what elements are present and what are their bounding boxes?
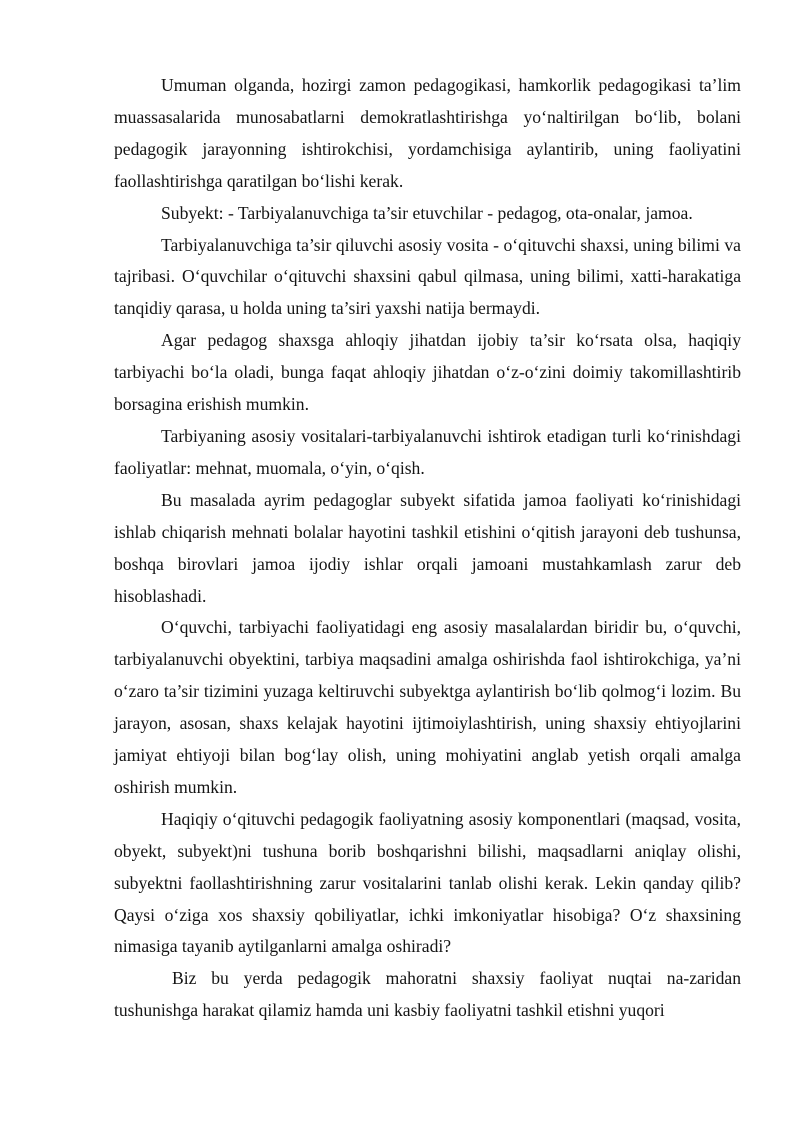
document-page — [114, 70, 741, 1027]
paragraph-9: Biz bu yerda pedagogik mahoratni shaxsiy faoliyat nuqtai na-zaridan tushunishga harakat qilamiz hamda uni kasbiy faoliyatni tashkil etishni yuqori — [114, 968, 741, 1021]
paragraph-8: Haqiqiy o‘qituvchi pedagogik faoliyatning asosiy komponentlari (maqsad, vosita, obyekt, subyekt)ni tushuna borib boshqarishni bilishi, maqsadlarni aniqlay olishi, subyektni faollashtirishning zarur vositalarini tanlab olishi kerak. Lekin qanday qilib? Qaysi o‘ziga xos shaxsiy qobiliyatlar, ichki imkoniyatlar hisobiga? O‘z shaxsining nimasiga tayanib aytilganlarni amalga oshiradi? — [114, 808, 741, 957]
paragraph-7: O‘quvchi, tarbiyachi faoliyatidagi eng asosiy masalalardan biridir bu, o‘quvchi, tarbiyalanuvchi obyektini, tarbiya maqsadini amalga oshirishda faol ishtirokchiga, ya’ni o‘zaro ta’sir tizimini yuzaga keltiruvchi subyektga aylantirish bo‘lib qolmog‘i lozim. Bu jarayon, asosan, shaxs kelajak hayotini ijtimoiylashtirish, uning shaxsiy ehtiyojlarini jamiyat ehtiyoji bilan bog‘lay olish, uning mohiyatini anglab yetish orqali amalga oshirish mumkin. — [114, 617, 741, 797]
paragraph-5: Tarbiyaning asosiy vositalari-tarbiyalanuvchi ishtirok etadigan turli ko‘rinishdagi faoliyatlar: mehnat, muomala, o‘yin, o‘qish. — [114, 425, 741, 478]
paragraph-1: Umuman olganda, hozirgi zamon pedagogikasi, hamkorlik pedagogikasi ta’lim muassasalarida munosabatlarni demokratlashtirishga yo‘naltirilgan bo‘lib, bolani pedagogik jarayonning ishtirokchisi, yordamchisiga aylantirib, uning faoliyatini faollashtirishga qaratilgan bo‘lishi kerak. — [114, 75, 741, 191]
paragraph-6: Bu masalada ayrim pedagoglar subyekt sifatida jamoa faoliyati ko‘rinishidagi ishlab chiqarish mehnati bolalar hayotini tashkil etishini o‘qitish jarayoni deb tushunsa, boshqa birovlari jamoa ijodiy ishlar orqali jamoani mustahkamlash zarur deb hisoblashadi. — [114, 489, 741, 606]
paragraph-3: Tarbiyalanuvchiga ta’sir qiluvchi asosiy vosita - o‘qituvchi shaxsi, uning bilimi va tajribasi. O‘quvchilar o‘qituvchi shaxsini qabul qilmasa, uning bilimi, xatti-harakatiga tanqidiy qarasa, u holda uning ta’siri yaxshi natija bermaydi. — [114, 234, 741, 319]
paragraph-4: Agar pedagog shaxsga ahloqiy jihatdan ijobiy ta’sir ko‘rsata olsa, haqiqiy tarbiyachi bo‘la oladi, bunga faqat ahloqiy jihatdan o‘z-o‘zini doimiy takomillashtirib borsagina erishish mumkin. — [114, 330, 741, 415]
paragraph-2: Subyekt: - Tarbiyalanuvchiga ta’sir etuvchilar - pedagog, ota-onalar, jamoa. — [161, 202, 693, 223]
